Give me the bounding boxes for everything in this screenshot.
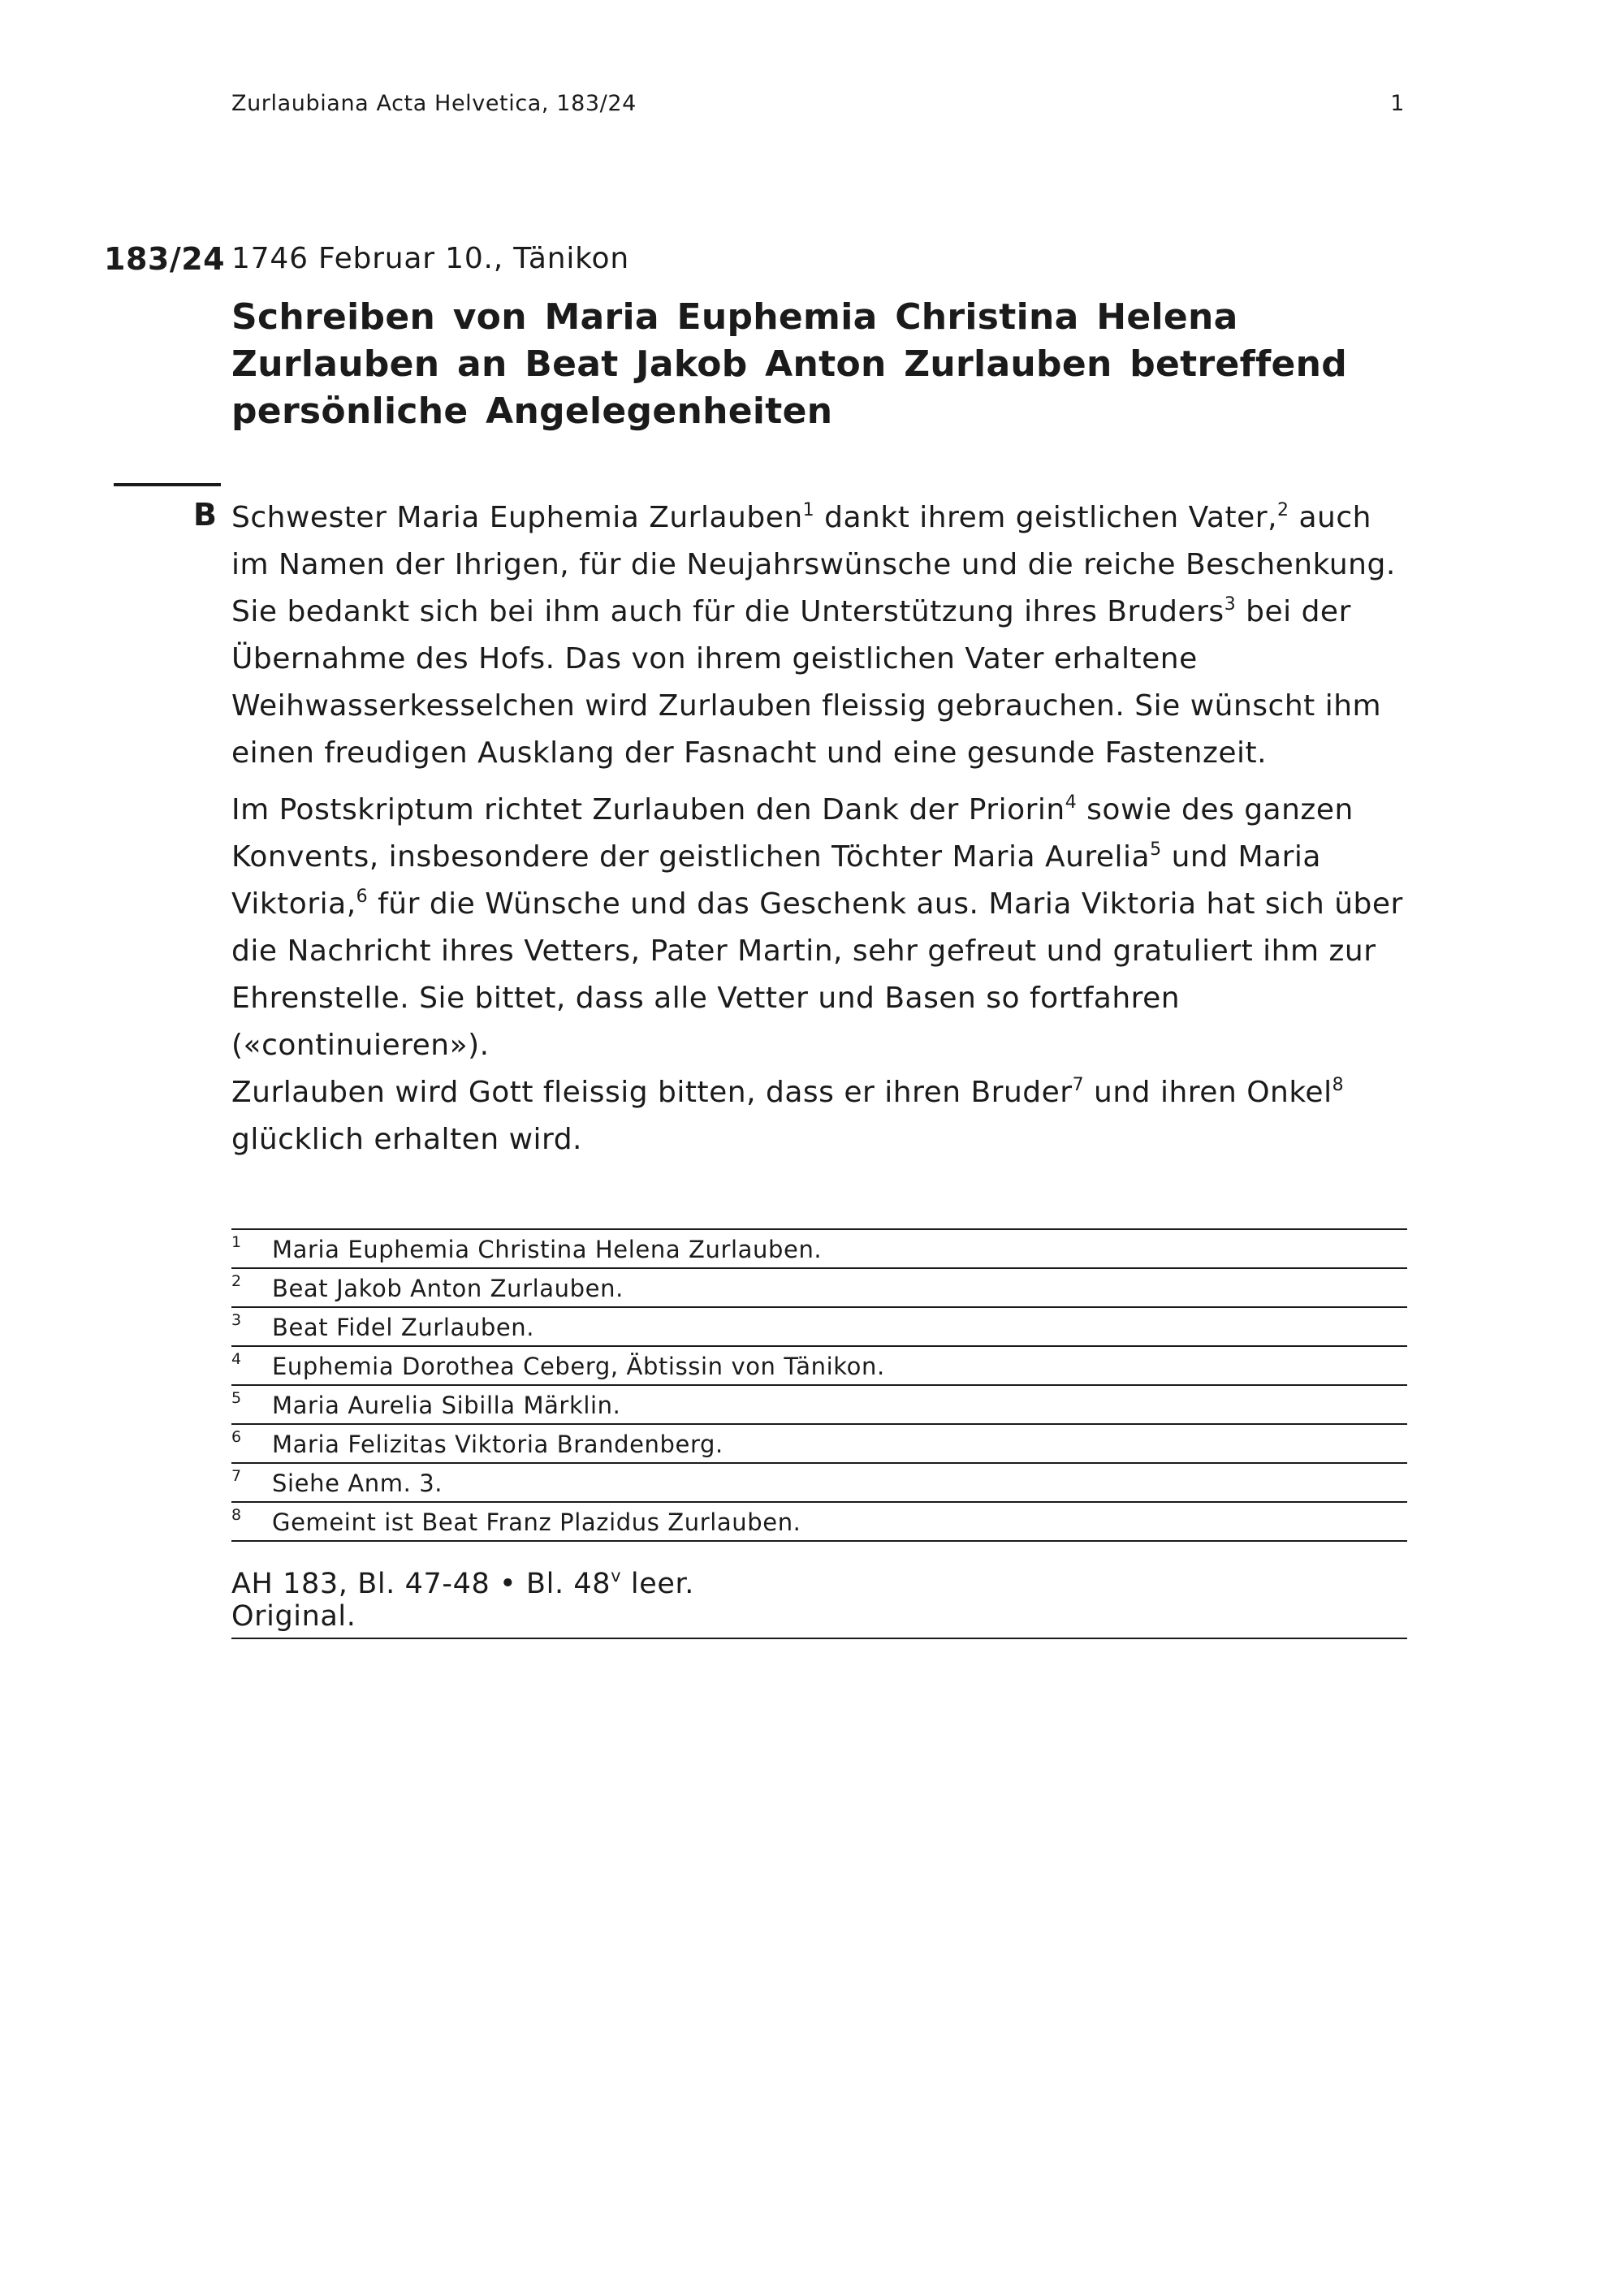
footnote-text: Beat Fidel Zurlauben. xyxy=(272,1314,535,1341)
footnote-number: 2 xyxy=(231,1272,242,1290)
paragraph-2: Im Postskriptum richtet Zurlauben den Dank der Priorin$^4$ sowie des ganzen Konvents, insbesondere der geistlichen Töchter Maria Aurelia$^5$ und Maria Viktoria,$^6$ für die Wünsche und das Geschenk aus. Maria Viktoria hat sich über die Nachricht ihres Vetters, Pater Martin, sehr gefreut und gratuliert ihm zur Ehrenstelle. Sie bittet, dass alle Vetter und Basen so fortfahren («continuieren»). xyxy=(231,792,1403,1062)
footnote-item xyxy=(231,1347,1407,1386)
footnote-item xyxy=(231,1308,1407,1347)
source-reference xyxy=(231,1568,1407,1639)
footnote-ref[interactable]: 3 xyxy=(1224,594,1237,615)
margin-marker: B xyxy=(193,497,217,533)
footnote-item xyxy=(231,1386,1407,1425)
source-shelfmark: AH 183, Bl. 47-48 • Bl. 48$^v$ leer. xyxy=(231,1566,695,1600)
footnote-number: 7 xyxy=(231,1467,242,1485)
footnote-item xyxy=(231,1464,1407,1503)
footnote-list xyxy=(231,1228,1407,1542)
footnote-ref[interactable]: 8 xyxy=(1332,1075,1345,1095)
footnote-text: Beat Jakob Anton Zurlauben. xyxy=(272,1275,624,1302)
document-date-place: 1746 Februar 10., Tänikon xyxy=(231,242,629,275)
footnote-number: 6 xyxy=(231,1428,242,1446)
document-title: Schreiben von Maria Euphemia Christina Helena Zurlauben an Beat Jakob Anton Zurlauben betreffend persönliche Angelegenheiten xyxy=(231,296,1348,432)
running-title: Zurlaubiana Acta Helvetica, 183/24 xyxy=(231,91,637,116)
footnote-number: 4 xyxy=(231,1350,242,1368)
footnote-item xyxy=(231,1425,1407,1464)
footnote-ref[interactable]: 6 xyxy=(356,887,369,907)
footnote-item xyxy=(231,1269,1407,1308)
footnote-text: Maria Felizitas Viktoria Brandenberg. xyxy=(272,1431,723,1458)
footnote-ref[interactable]: 2 xyxy=(1277,500,1289,520)
running-header xyxy=(231,91,1405,116)
page-number: 1 xyxy=(1390,91,1405,116)
footnote-text: Gemeint ist Beat Franz Plazidus Zurlauben. xyxy=(272,1508,801,1536)
footnote-text: Euphemia Dorothea Ceberg, Äbtissin von Tänikon. xyxy=(272,1353,885,1380)
paragraph-1: Schwester Maria Euphemia Zurlauben$^1$ dankt ihrem geistlichen Vater,$^2$ auch im Namen der Ihrigen, für die Neujahrswünsche und die reiche Beschenkung. Sie bedankt sich bei ihm auch für die Unterstützung ihres Bruders$^3$ bei der Übernahme des Hofs. Das von ihrem geistlichen Vater erhaltene Weihwasserkesselchen wird Zurlauben fleissig gebrauchen. Sie wünscht ihm einen freudigen Ausklang der Fasnacht und eine gesunde Fastenzeit. xyxy=(231,500,1396,770)
footnote-item xyxy=(231,1503,1407,1542)
footnote-item xyxy=(231,1230,1407,1269)
regest-body xyxy=(231,494,1417,1163)
footnote-number: 5 xyxy=(231,1389,242,1407)
footnote-text: Maria Aurelia Sibilla Märklin. xyxy=(272,1392,621,1419)
source-type: Original. xyxy=(231,1600,356,1633)
footnote-ref[interactable]: 5 xyxy=(1150,839,1162,860)
footnote-ref[interactable]: 1 xyxy=(802,500,815,520)
footnote-text: Maria Euphemia Christina Helena Zurlauben. xyxy=(272,1236,823,1263)
footnote-number: 1 xyxy=(231,1233,242,1251)
document-number: 183/24 xyxy=(104,241,226,277)
footnote-ref[interactable]: 4 xyxy=(1065,792,1078,813)
margin-rule xyxy=(114,483,221,486)
footnote-text: Siehe Anm. 3. xyxy=(272,1470,443,1497)
paragraph-3: Zurlauben wird Gott fleissig bitten, dass er ihren Bruder$^7$ und ihren Onkel$^8$ glücklich erhalten wird. xyxy=(231,1075,1345,1156)
footnote-ref[interactable]: 7 xyxy=(1072,1075,1085,1095)
footnote-number: 3 xyxy=(231,1311,242,1329)
footnote-number: 8 xyxy=(231,1506,242,1524)
